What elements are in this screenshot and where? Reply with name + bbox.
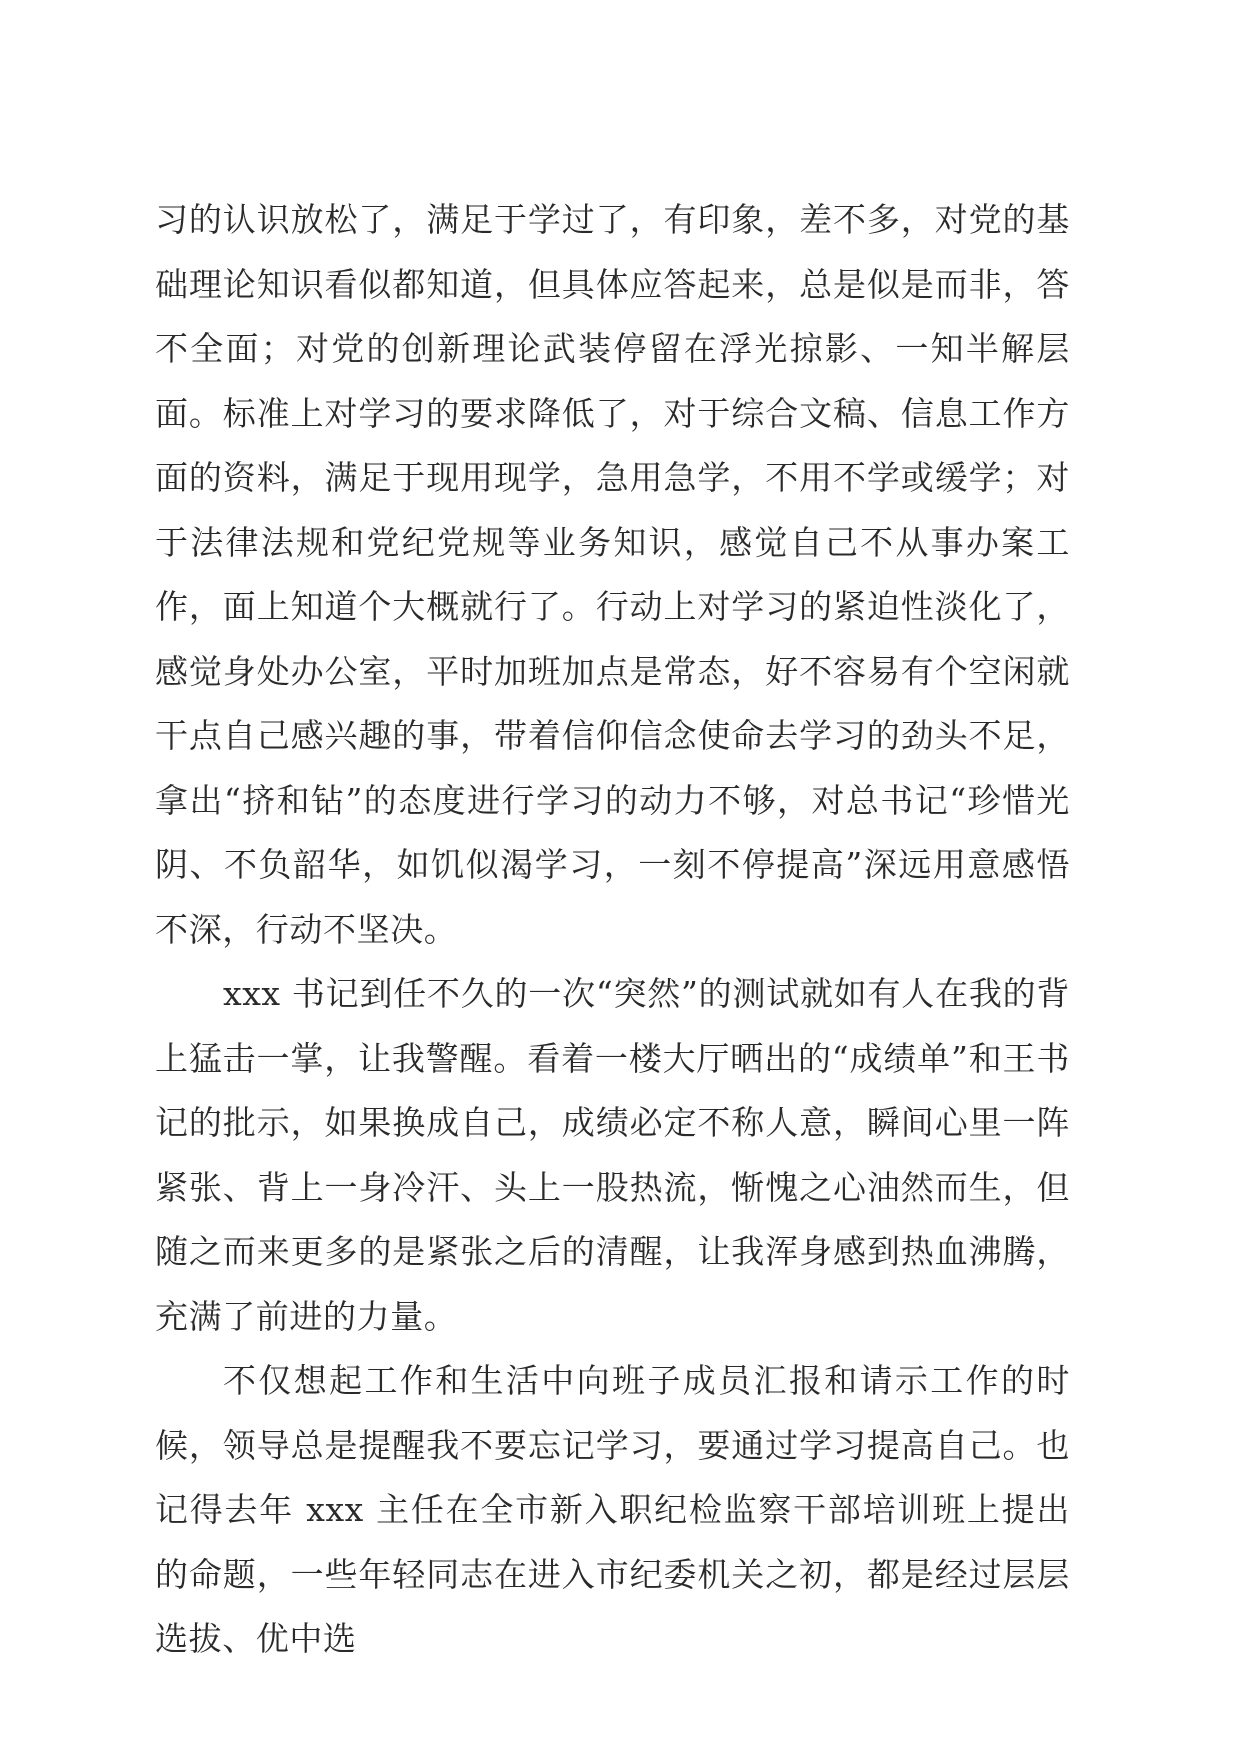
document-body	[155, 188, 1070, 1672]
paragraph-leadership-reminder: 不仅想起工作和生活中向班子成员汇报和请示工作的时候，领导总是提醒我不要忘记学习，要通过学习提高自己。也记得去年 xxx 主任在全市新入职纪检监察干部培训班上提出的命题，一些年轻同志在进入市纪委机关之初，都是经过层层选拔、优中选	[155, 1361, 1070, 1658]
paragraph-test-reflection: xxx 书记到任不久的一次“突然”的测试就如有人在我的背上猛击一掌，让我警醒。看着一楼大厅晒出的“成绩单”和王书记的批示，如果换成自己，成绩必定不称人意，瞬间心里一阵紧张、背上一身冷汗、头上一股热流，惭愧之心油然而生，但随之而来更多的是紧张之后的清醒，让我浑身感到热血沸腾，充满了前进的力量。	[155, 974, 1070, 1336]
paragraph-continued: 习的认识放松了，满足于学过了，有印象，差不多，对党的基础理论知识看似都知道，但具体应答起来，总是似是而非，答不全面；对党的创新理论武装停留在浮光掠影、一知半解层面。标准上对学习的要求降低了，对于综合文稿、信息工作方面的资料，满足于现用现学，急用急学，不用不学或缓学；对于法律法规和党纪党规等业务知识，感觉自己不从事办案工作，面上知道个大概就行了。行动上对学习的紧迫性淡化了，感觉身处办公室，平时加班加点是常态，好不容易有个空闲就干点自己感兴趣的事，带着信仰信念使命去学习的劲头不足，拿出“挤和钻”的态度进行学习的动力不够，对总书记“珍惜光阴、不负韶华，如饥似渴学习，一刻不停提高”深远用意感悟不深，行动不坚决。	[155, 200, 1070, 949]
